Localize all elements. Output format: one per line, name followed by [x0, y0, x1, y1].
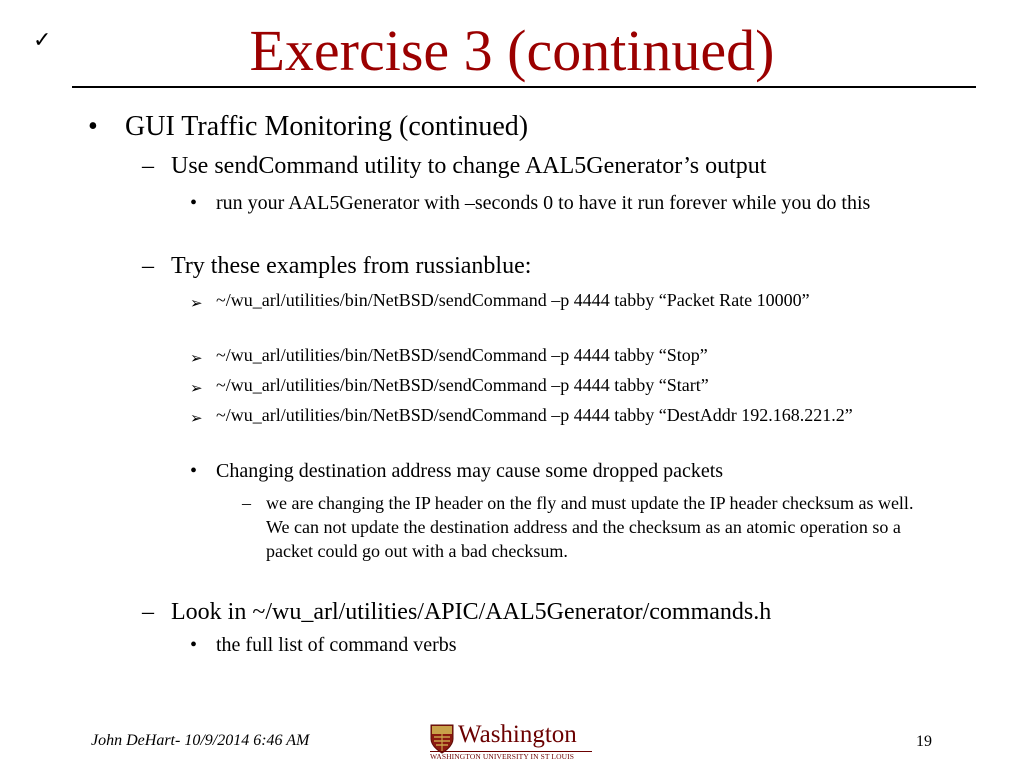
title-underline: [72, 86, 976, 88]
slide-title: Exercise 3 (continued): [249, 18, 775, 83]
bullet-text: we are changing the IP header on the fly and must update the IP header checksum as well. We can not update the destination address and the checksum as an atomic operation so a packet could go out with a bad checksum.: [266, 493, 914, 561]
bullet-text: Try these examples from russianblue:: [171, 253, 532, 279]
command-destaddr: [190, 403, 910, 451]
bullet-changing-destination: [190, 459, 950, 484]
command-stop: [190, 343, 910, 367]
bullet-icon: •: [190, 192, 198, 214]
page-number: 19: [916, 733, 932, 750]
bullet-icon: •: [190, 634, 198, 656]
shield-icon: [430, 724, 454, 754]
bullet-ip-header-note: [242, 491, 932, 587]
command-text: ~/wu_arl/utilities/bin/NetBSD/sendCommand –p 4444 tabby “Packet Rate 10000”: [216, 290, 810, 310]
bullet-text: GUI Traffic Monitoring (continued): [125, 111, 529, 142]
arrow-bullet-icon: ➢: [190, 379, 203, 397]
bullet-text: the full list of command verbs: [216, 634, 457, 656]
logo-subtitle: WASHINGTON UNIVERSITY IN ST LOUIS: [430, 751, 592, 761]
bullet-gui-traffic: [88, 111, 968, 143]
command-text: ~/wu_arl/utilities/bin/NetBSD/sendCommand –p 4444 tabby “DestAddr 192.168.221.2”: [216, 405, 853, 425]
logo-wordmark: Washington: [458, 721, 577, 748]
bullet-run-forever: [190, 191, 950, 241]
command-start: [190, 373, 910, 397]
check-icon: ✓: [33, 28, 52, 53]
bullet-icon: •: [88, 111, 98, 142]
arrow-bullet-icon: ➢: [190, 294, 203, 312]
bullet-text: Look in ~/wu_arl/utilities/APIC/AAL5Generator/commands.h: [171, 599, 772, 625]
dash-icon: –: [142, 253, 154, 279]
washington-university-logo: [430, 721, 594, 762]
bullet-icon: •: [190, 460, 198, 482]
bullet-text: Use sendCommand utility to change AAL5Generator’s output: [171, 153, 767, 179]
dash-icon: –: [242, 493, 251, 513]
dash-icon: –: [142, 599, 154, 625]
arrow-bullet-icon: ➢: [190, 349, 203, 367]
bullet-text: run your AAL5Generator with –seconds 0 to have it run forever while you do this: [216, 192, 871, 214]
bullet-try-examples: [142, 252, 972, 280]
bullet-command-verbs: [190, 633, 950, 658]
command-text: ~/wu_arl/utilities/bin/NetBSD/sendCommand –p 4444 tabby “Start”: [216, 375, 709, 395]
command-text: ~/wu_arl/utilities/bin/NetBSD/sendCommand –p 4444 tabby “Stop”: [216, 345, 708, 365]
bullet-text: Changing destination address may cause some dropped packets: [216, 460, 724, 482]
bullet-use-sendcommand: [142, 152, 972, 180]
dash-icon: –: [142, 153, 154, 179]
arrow-bullet-icon: ➢: [190, 409, 203, 427]
command-packet-rate: [190, 288, 910, 336]
bullet-look-in-commands: [142, 598, 972, 626]
footer-author-date: John DeHart- 10/9/2014 6:46 AM: [91, 732, 310, 749]
